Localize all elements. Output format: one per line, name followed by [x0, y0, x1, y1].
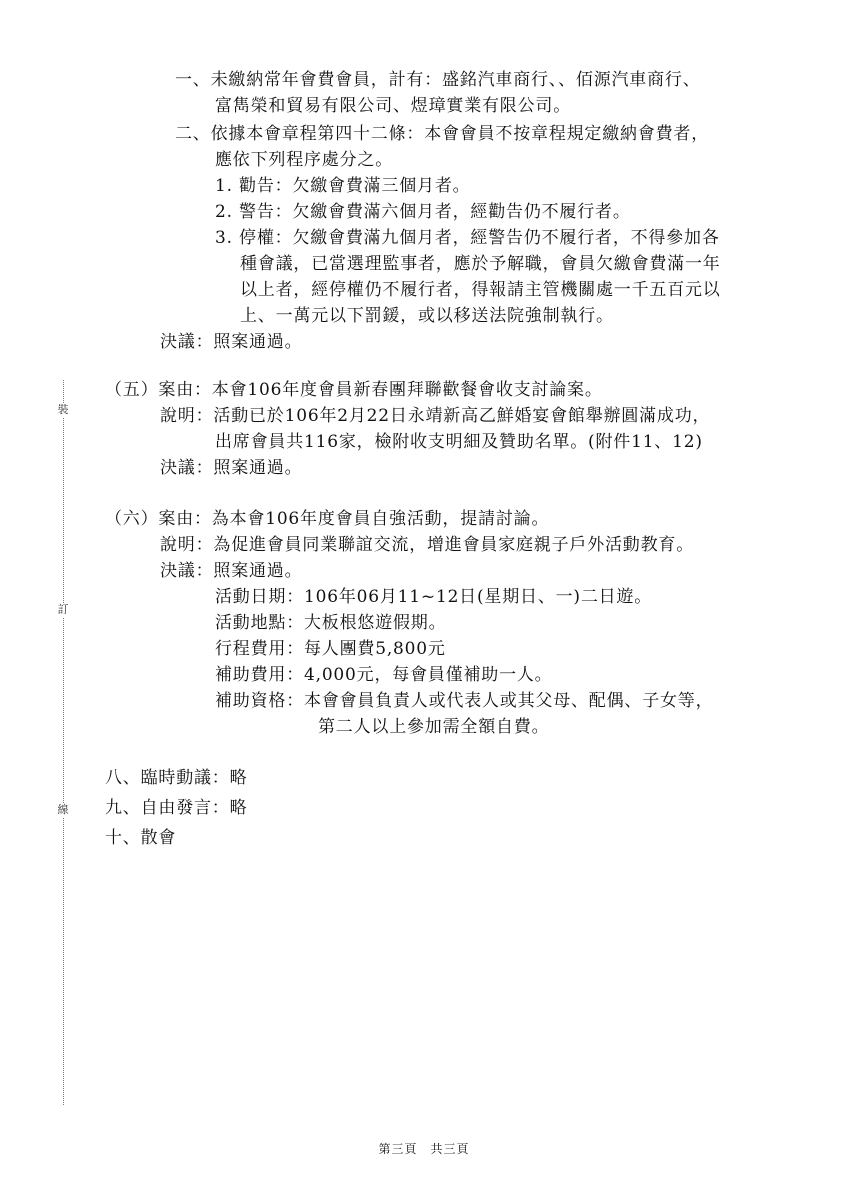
- case-5-explanation-cont: 出席會員共116家，檢附收支明細及贊助名單。(附件11、12): [215, 432, 703, 452]
- case-6-resolution: 決議：照案通過。: [160, 561, 303, 581]
- procedure-3-cont-2: 以上者，經停權仍不履行者，得報請主管機關處一千五百元以: [240, 280, 721, 300]
- trip-cost: 行程費用：每人團費5,800元: [215, 639, 446, 659]
- case-6-subject: （六）案由：為本會106年度會員自強活動，提請討論。: [105, 509, 550, 529]
- item-2-charter-article-cont: 應依下列程序處分之。: [215, 150, 393, 170]
- item-9-free-speech: 九、自由發言：略: [105, 798, 248, 818]
- activity-location: 活動地點：大板根悠遊假期。: [215, 613, 447, 633]
- procedure-1-advise: 1. 勸告：欠繳會費滿三個月者。: [215, 176, 471, 196]
- subsidy-eligibility: 補助資格：本會會員負責人或代表人或其父母、配偶、子女等，: [215, 691, 714, 711]
- procedure-3-cont-3: 上、一萬元以下罰鍰，或以移送法院強制執行。: [240, 306, 614, 326]
- item-2-charter-article: 二、依據本會章程第四十二條：本會會員不按章程規定繳納會費者，: [175, 124, 709, 144]
- procedure-2-warning: 2. 警告：欠繳會費滿六個月者，經勸告仍不履行者。: [215, 202, 631, 222]
- item-8-extempore-motions: 八、臨時動議：略: [105, 768, 248, 788]
- item-1-unpaid-members: 一、未繳納常年會費會員，計有：盛銘汽車商行、、佰源汽車商行、: [175, 70, 701, 90]
- case-6-explanation: 說明：為促進會員同業聯誼交流，增進會員家庭親子戶外活動教育。: [160, 535, 694, 555]
- procedure-3-suspension: 3. 停權：欠繳會費滿九個月者，經警告仍不履行者，不得參加各: [215, 228, 720, 248]
- item-10-adjournment: 十、散會: [105, 828, 177, 848]
- binding-margin-line: [63, 380, 64, 1105]
- page-footer: 第三頁 共三頁: [378, 1142, 470, 1156]
- subsidy-eligibility-cont: 第二人以上參加需全額自費。: [318, 717, 550, 737]
- subsidy-amount: 補助費用：4,000元，每會員僅補助一人。: [215, 665, 553, 685]
- activity-date: 活動日期：106年06月11~12日(星期日、一)二日遊。: [215, 587, 653, 607]
- binding-char-ding: 訂: [57, 603, 69, 616]
- resolution-1: 決議：照案通過。: [160, 332, 303, 352]
- procedure-3-cont-1: 種會議，已當選理監事者，應於予解職，會員欠繳會費滿一年: [240, 254, 721, 274]
- case-5-subject: （五）案由：本會106年度會員新春團拜聯歡餐會收支討論案。: [105, 380, 603, 400]
- item-1-unpaid-members-cont: 富雋榮和貿易有限公司、煜璋實業有限公司。: [215, 96, 571, 116]
- case-5-explanation: 說明：活動已於106年2月22日永靖新高乙鮮婚宴會館舉辦圓滿成功，: [160, 406, 711, 426]
- binding-char-xian: 線: [57, 803, 69, 816]
- binding-char-zhuang: 裝: [57, 403, 69, 416]
- case-5-resolution: 決議：照案通過。: [160, 458, 303, 478]
